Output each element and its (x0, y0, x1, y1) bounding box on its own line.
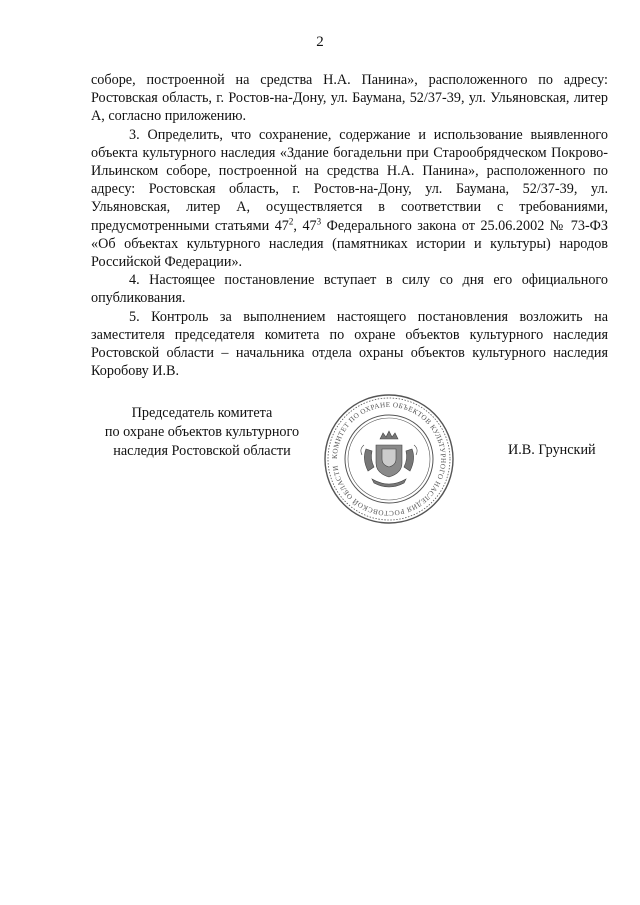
page-number: 2 (316, 34, 324, 50)
paragraph-3: 3. Определить, что сохранение, содержание и использование выявленного объекта культурного наследия «Здание богадельни при Старообрядческом Покрово-Ильинском соборе, построенной на средства Н.А. Панина», расположенного по адресу: Ростовская область, г. Ростов-на-Дону, ул. Баумана, 52/37-39, ул. Ульяновская, литер А, осуществляется в соответствии с требованиями, предусмотренными статьями $47^2$, $47^3$ Федерального закона от 25.06.2002 № 73-ФЗ «Об объектах культурного наследия (памятниках истории и культуры) народов Российской Федерации». (91, 126, 608, 271)
signatory-name: И.В. Грунский (508, 442, 596, 458)
coat-of-arms-icon (361, 431, 417, 487)
seal-text: КОМИТЕТ ПО ОХРАНЕ ОБЪЕКТОВ КУЛЬТУРНОГО НАСЛЕДИЯ РОСТОВСКОЙ ОБЛАСТИ (330, 400, 448, 518)
signatory-position-line: Председатель комитета (131, 405, 273, 421)
signatory-position (86, 404, 318, 461)
paragraph-continuation: соборе, построенной на средства Н.А. Панина», расположенного по адресу: Ростовская область, г. Ростов-на-Дону, ул. Баумана, 52/37-39, ул. Ульяновская, литер А, согласно приложению. (91, 72, 608, 125)
paragraph-5: 5. Контроль за выполнением настоящего постановления возложить на заместителя председателя комитета по охране объектов культурного наследия Ростовской области – начальника отдела охраны объектов культурного наследия Коробову И.В. (91, 308, 608, 380)
document-body (91, 71, 608, 380)
paragraph-4: 4. Настоящее постановление вступает в силу со дня его официального опубликования. (91, 272, 608, 307)
official-seal (318, 393, 460, 525)
signatory-position-line: по охране объектов культурного (104, 424, 300, 440)
signatory-position-line: наследия Ростовской области (113, 443, 291, 459)
